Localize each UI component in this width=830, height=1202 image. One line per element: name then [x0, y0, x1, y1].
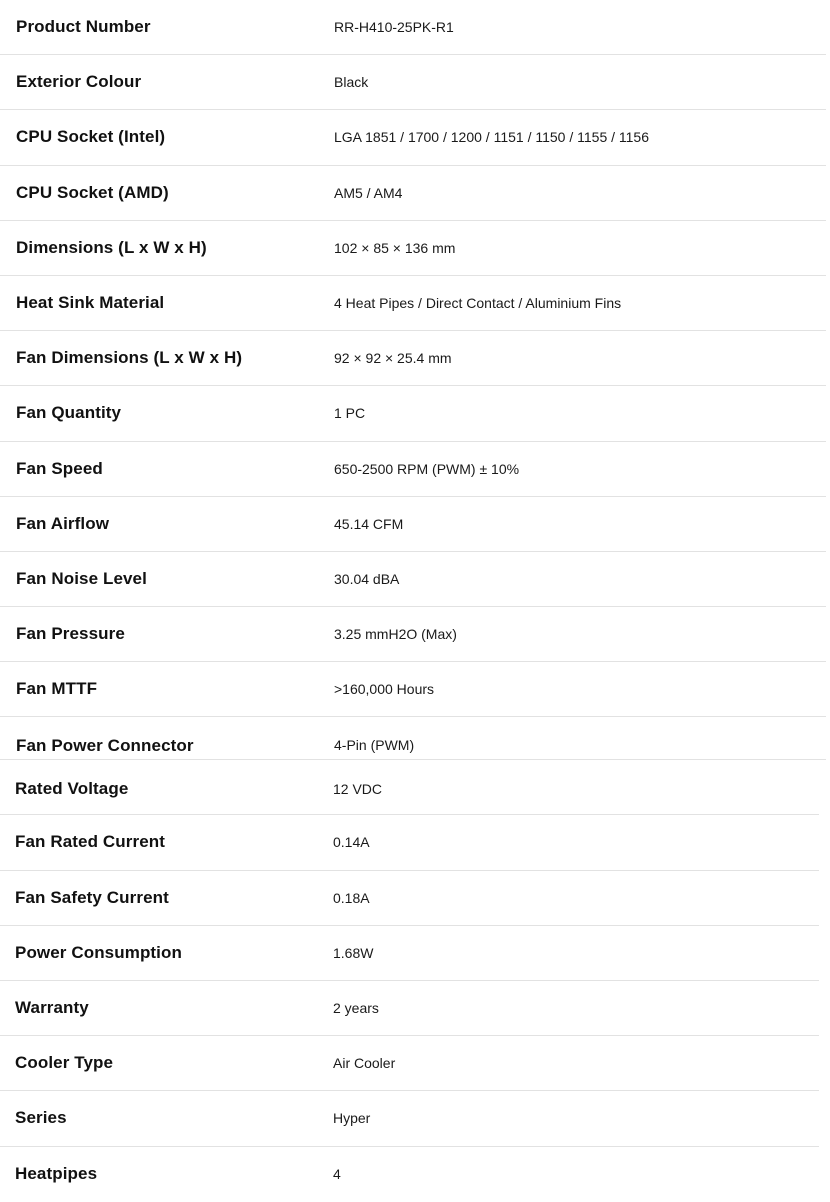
- spec-row: [0, 607, 826, 662]
- spec-value: 4 Heat Pipes / Direct Contact / Aluminium Fins: [334, 294, 622, 311]
- spec-row: [0, 55, 826, 110]
- spec-row: [0, 166, 826, 221]
- spec-row: [0, 1091, 819, 1146]
- spec-value: 3.25 mmH2O (Max): [334, 626, 457, 643]
- spec-label: Series: [15, 1108, 67, 1128]
- spec-row: [0, 662, 826, 717]
- spec-value: Black: [334, 74, 369, 91]
- spec-label: Fan Safety Current: [15, 887, 169, 907]
- spec-row: [0, 497, 826, 552]
- spec-row: [0, 110, 826, 165]
- spec-row: [0, 1036, 819, 1091]
- spec-value: AM5 / AM4: [334, 184, 403, 201]
- spec-label: Fan Speed: [16, 458, 103, 478]
- spec-label: CPU Socket (Intel): [16, 127, 166, 147]
- spec-row: [0, 760, 819, 815]
- spec-label: Cooler Type: [15, 1053, 114, 1073]
- spec-value: Air Cooler: [333, 1055, 396, 1072]
- spec-value: 1.68W: [333, 944, 374, 961]
- spec-block-lower: [0, 760, 819, 1201]
- spec-label: Fan Airflow: [16, 513, 110, 533]
- spec-label: Power Consumption: [15, 942, 182, 962]
- spec-label: Fan Noise Level: [16, 568, 147, 588]
- spec-row: [0, 221, 826, 276]
- spec-value: 0.14A: [333, 834, 370, 851]
- spec-value: 1 PC: [334, 405, 366, 422]
- spec-label: Fan Quantity: [16, 403, 122, 423]
- spec-row: [0, 1147, 819, 1202]
- spec-row: [0, 552, 826, 607]
- spec-value: >160,000 Hours: [334, 681, 435, 698]
- spec-value: RR-H410-25PK-R1: [334, 19, 454, 35]
- spec-row: [0, 717, 826, 760]
- spec-row: [0, 0, 826, 55]
- spec-row: [0, 871, 819, 926]
- spec-label: Warranty: [15, 998, 89, 1017]
- spec-value: Hyper: [333, 1110, 371, 1127]
- spec-value: 45.14 CFM: [334, 515, 404, 532]
- spec-value: 0.18A: [333, 889, 370, 906]
- spec-row: [0, 815, 819, 870]
- spec-row: [0, 276, 826, 331]
- spec-label: Fan MTTF: [16, 679, 98, 699]
- spec-value: 650-2500 RPM (PWM) ± 10%: [334, 460, 520, 477]
- spec-label: Product Number: [16, 17, 151, 36]
- spec-value: 4-Pin (PWM): [334, 737, 415, 754]
- spec-row: [0, 442, 826, 497]
- spec-label: Exterior Colour: [16, 72, 142, 92]
- spec-value: 4: [333, 1165, 341, 1182]
- spec-label: Fan Power Connector: [16, 736, 194, 756]
- spec-value: LGA 1851 / 1700 / 1200 / 1151 / 1150 / 1155 / 1156: [334, 129, 649, 146]
- spec-row: [0, 386, 826, 441]
- spec-value: 92 × 92 × 25.4 mm: [334, 350, 452, 367]
- spec-row: [0, 926, 819, 981]
- spec-value: 102 × 85 × 136 mm: [334, 239, 456, 256]
- spec-label: Fan Pressure: [16, 624, 125, 644]
- spec-label: Heat Sink Material: [16, 292, 165, 312]
- spec-label: Dimensions (L x W x H): [16, 237, 207, 257]
- spec-value: 2 years: [333, 1000, 379, 1016]
- spec-label: CPU Socket (AMD): [16, 182, 169, 202]
- spec-label: Rated Voltage: [15, 779, 129, 799]
- spec-row: [0, 981, 819, 1036]
- spec-label: Fan Rated Current: [15, 832, 165, 852]
- spec-label: Heatpipes: [15, 1163, 98, 1183]
- spec-value: 30.04 dBA: [334, 570, 400, 587]
- spec-value: 12 VDC: [333, 781, 383, 798]
- spec-label: Fan Dimensions (L x W x H): [16, 348, 243, 368]
- spec-row: [0, 331, 826, 386]
